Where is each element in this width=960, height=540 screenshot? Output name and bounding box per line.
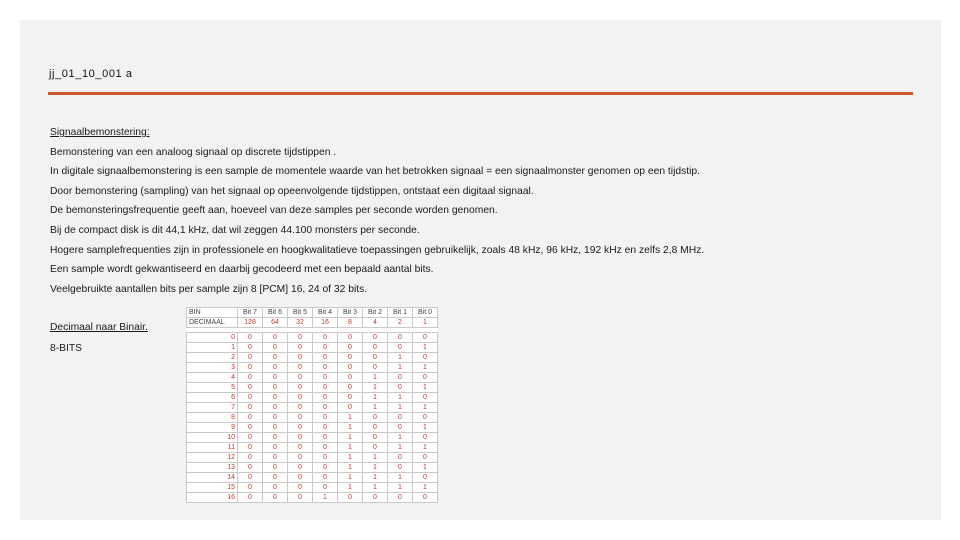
bit-cell: 1 [338,423,363,433]
bit-cell: 0 [413,453,438,463]
decimal-cell: 4 [187,373,238,383]
bit-cell: 0 [338,353,363,363]
bit-cell: 1 [388,473,413,483]
bit-cell: 0 [313,463,338,473]
weight-cell: 64 [263,318,288,328]
weight-cell: 2 [388,318,413,328]
decimal-cell: 15 [187,483,238,493]
bit-cell: 0 [288,433,313,443]
bit-cell: 1 [413,363,438,373]
table-row [187,333,438,343]
bit-cell: 0 [388,463,413,473]
bit-cell: 1 [363,473,388,483]
bit-cell: 1 [388,353,413,363]
decimal-cell: 0 [187,333,238,343]
bit-cell: 0 [363,493,388,503]
bit-cell: 1 [388,483,413,493]
decimal-cell: 10 [187,433,238,443]
bit-header-cell: Bit 5 [288,308,313,318]
section-heading: Signaalbemonstering: [50,127,150,138]
bit-cell: 0 [238,473,263,483]
bit-cell: 0 [338,363,363,373]
bit-cell: 0 [413,413,438,423]
decimal-cell: 14 [187,473,238,483]
bit-cell: 0 [288,333,313,343]
decimal-cell: 16 [187,493,238,503]
bit-cell: 0 [363,413,388,423]
table-row [187,383,438,393]
decimal-cell: 3 [187,363,238,373]
bit-cell: 0 [313,413,338,423]
paragraph: Bij de compact disk is dit 44,1 kHz, dat wil zeggen 44.100 monsters per seconde. [50,224,420,236]
bit-cell: 0 [363,433,388,443]
bit-cell: 0 [263,423,288,433]
bit-cell: 0 [313,423,338,433]
bit-cell: 0 [288,393,313,403]
bit-cell: 0 [238,493,263,503]
bit-cell: 0 [288,403,313,413]
paragraph: Een sample wordt gekwantiseerd en daarbij gecodeerd met een bepaald aantal bits. [50,264,434,276]
bit-cell: 0 [313,473,338,483]
section-decimal-binary [50,322,148,354]
bit-cell: 1 [388,393,413,403]
bit-cell: 0 [338,393,363,403]
bit-cell: 0 [288,353,313,363]
bit-cell: 0 [288,483,313,493]
paragraph: Hogere samplefrequenties zijn in professionele en hoogkwalitatieve toepassingen gebruikelijk, zoals 48 kHz, 96 kHz, 192 kHz en zelfs 2,8 MHz. [50,244,705,256]
bit-header-cell: Bit 3 [338,308,363,318]
bit-header-cell: Bit 7 [238,308,263,318]
weight-cell: 1 [413,318,438,328]
decimal-cell: 2 [187,353,238,363]
bit-cell: 0 [238,383,263,393]
bit-cell: 0 [238,363,263,373]
bit-cell: 0 [238,443,263,453]
bit-cell: 0 [263,353,288,363]
bit-cell: 0 [313,403,338,413]
table-row [187,463,438,473]
decimal-cell: 7 [187,403,238,413]
table-row [187,413,438,423]
bit-cell: 0 [388,383,413,393]
bit-cell: 0 [288,463,313,473]
bit-cell: 0 [363,343,388,353]
table-row [187,483,438,493]
bit-cell: 0 [288,473,313,483]
bit-cell: 0 [338,383,363,393]
table-weights-row [187,318,438,328]
bit-cell: 0 [388,493,413,503]
bit-cell: 0 [413,493,438,503]
bit-cell: 1 [313,493,338,503]
bit-cell: 0 [238,373,263,383]
bit-cell: 0 [313,443,338,453]
weight-cell: 8 [338,318,363,328]
bit-cell: 0 [388,343,413,353]
bit-cell: 0 [263,453,288,463]
bit-cell: 0 [288,343,313,353]
bit-cell: 0 [263,363,288,373]
bit-cell: 0 [238,483,263,493]
bit-cell: 0 [313,393,338,403]
bit-cell: 1 [363,483,388,493]
bit-cell: 0 [288,443,313,453]
table-row [187,373,438,383]
bit-cell: 1 [338,443,363,453]
bit-cell: 0 [263,493,288,503]
bit-cell: 0 [388,423,413,433]
bit-cell: 1 [388,443,413,453]
bit-cell: 0 [238,413,263,423]
bit-cell: 1 [413,483,438,493]
bit-cell: 0 [288,453,313,463]
bit-cell: 0 [263,483,288,493]
bit-cell: 0 [288,383,313,393]
bit-cell: 0 [313,383,338,393]
decimal-cell: 6 [187,393,238,403]
decimal-cell: 1 [187,343,238,353]
table-header-row [187,308,438,318]
table-row [187,493,438,503]
bit-cell: 1 [388,433,413,443]
bit-cell: 0 [313,483,338,493]
bit-cell: 0 [388,333,413,343]
bit-header-cell: Bit 1 [388,308,413,318]
bit-cell: 0 [263,373,288,383]
bit-cell: 0 [413,373,438,383]
bit-cell: 0 [338,403,363,413]
bit-cell: 0 [288,363,313,373]
bit-cell: 1 [338,433,363,443]
bit-cell: 0 [263,343,288,353]
bit-header-cell: Bit 2 [363,308,388,318]
bit-cell: 0 [363,333,388,343]
content-body [50,123,930,299]
weight-cell: 32 [288,318,313,328]
bit-cell: 0 [313,343,338,353]
binary-conversion-table [186,307,438,503]
bit-cell: 1 [413,463,438,473]
bit-cell: 0 [238,453,263,463]
bit-cell: 0 [338,493,363,503]
bit-cell: 0 [413,333,438,343]
bit-cell: 0 [413,473,438,483]
weight-cell: 4 [363,318,388,328]
bit-cell: 0 [363,353,388,363]
table-row [187,473,438,483]
bit-cell: 0 [388,373,413,383]
table-row [187,443,438,453]
bit-cell: 0 [238,403,263,413]
bit-cell: 0 [263,443,288,453]
bit-cell: 1 [413,443,438,453]
paragraph: De bemonsteringsfrequentie geeft aan, hoeveel van deze samples per seconde worden genomen. [50,205,498,217]
bit-cell: 1 [388,403,413,413]
bit-cell: 0 [313,333,338,343]
bit-cell: 1 [338,483,363,493]
bit-cell: 0 [288,373,313,383]
bit-cell: 0 [313,453,338,463]
weight-cell: 128 [238,318,263,328]
bit-cell: 1 [363,453,388,463]
bit-cell: 0 [363,423,388,433]
table-row [187,453,438,463]
bit-cell: 0 [263,433,288,443]
bit-cell: 0 [313,433,338,443]
bit-cell: 1 [338,453,363,463]
bit-cell: 0 [238,343,263,353]
bit-cell: 0 [313,363,338,373]
bit-cell: 0 [338,373,363,383]
bit-cell: 1 [338,463,363,473]
bit-cell: 1 [413,343,438,353]
paragraph: Bemonstering van een analoog signaal op discrete tijdstippen . [50,146,337,158]
title-divider [48,92,913,95]
bit-cell: 0 [238,463,263,473]
table-row [187,403,438,413]
paragraph: In digitale signaalbemonstering is een sample de momentele waarde van het betrokken signaal = een signaalmonster genomen op een tijdstip. [50,166,700,178]
bit-cell: 0 [388,453,413,463]
decimal-cell: 9 [187,423,238,433]
decimal-cell: 8 [187,413,238,423]
bit-cell: 0 [288,413,313,423]
bit-cell: 0 [363,443,388,453]
bit-cell: 0 [338,333,363,343]
bit-cell: 0 [263,333,288,343]
section-subtitle: 8-BITS [50,343,83,354]
bit-cell: 0 [263,403,288,413]
bit-cell: 1 [363,403,388,413]
bit-cell: 1 [363,383,388,393]
bit-cell: 0 [263,393,288,403]
bit-cell: 1 [363,373,388,383]
bit-cell: 0 [263,413,288,423]
bit-cell: 0 [263,463,288,473]
slide-title: jj_01_10_001 a [49,68,133,80]
bit-cell: 0 [413,353,438,363]
table-row [187,423,438,433]
bit-cell: 0 [288,423,313,433]
decimal-cell: 5 [187,383,238,393]
paragraph: Veelgebruikte aantallen bits per sample zijn 8 [PCM] 16, 24 of 32 bits. [50,283,368,295]
decimal-cell: 12 [187,453,238,463]
bit-cell: 0 [413,393,438,403]
bit-cell: 1 [363,463,388,473]
bit-header-cell: Bit 4 [313,308,338,318]
header-bin-cell: BIN [187,308,238,318]
bit-cell: 0 [263,473,288,483]
bit-cell: 0 [388,413,413,423]
bit-cell: 1 [388,363,413,373]
bit-cell: 1 [413,403,438,413]
weight-cell: 16 [313,318,338,328]
bit-cell: 0 [238,433,263,443]
bit-cell: 0 [238,393,263,403]
bit-cell: 0 [363,363,388,373]
header-decimal-cell: DECIMAAL [187,318,238,328]
bit-cell: 0 [238,423,263,433]
table-row [187,433,438,443]
bit-cell: 0 [313,373,338,383]
bit-cell: 0 [263,383,288,393]
decimal-cell: 13 [187,463,238,473]
bit-cell: 0 [238,353,263,363]
bit-cell: 1 [413,383,438,393]
decimal-cell: 11 [187,443,238,453]
table-row [187,363,438,373]
table-row [187,393,438,403]
bit-cell: 1 [413,423,438,433]
bit-cell: 1 [363,393,388,403]
bit-cell: 0 [313,353,338,363]
bit-cell: 0 [288,493,313,503]
section-heading-decimal-binary: Decimaal naar Binair. [50,322,148,333]
bit-header-cell: Bit 6 [263,308,288,318]
bit-cell: 1 [338,413,363,423]
bit-header-cell: Bit 0 [413,308,438,318]
bit-cell: 0 [238,333,263,343]
table-row [187,353,438,363]
bit-cell: 0 [338,343,363,353]
paragraph: Door bemonstering (sampling) van het signaal op opeenvolgende tijdstippen, ontstaat een digitaal signaal. [50,185,534,197]
bit-cell: 0 [413,433,438,443]
table-row [187,343,438,353]
bit-cell: 1 [338,473,363,483]
